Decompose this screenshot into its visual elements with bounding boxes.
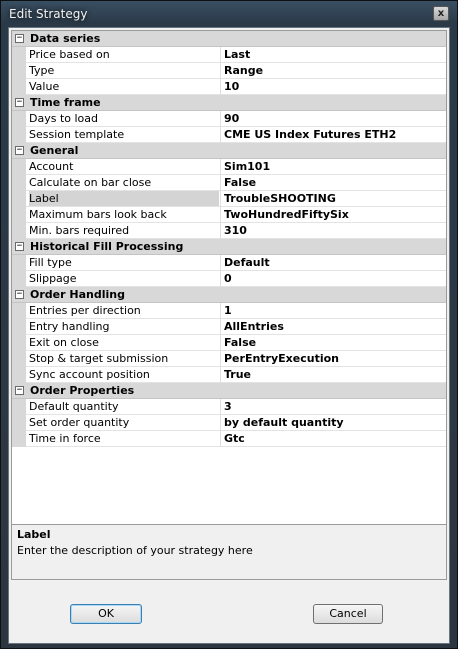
row-gutter: [12, 159, 26, 175]
property-name[interactable]: Sync account position: [29, 368, 150, 381]
property-row[interactable]: [12, 223, 446, 239]
property-value[interactable]: CME US Index Futures ETH2: [224, 128, 397, 141]
category-label: Data series: [30, 32, 101, 45]
collapse-toggle-icon[interactable]: −: [16, 33, 23, 43]
property-value[interactable]: 10: [224, 80, 240, 93]
category-label: Historical Fill Processing: [30, 240, 184, 253]
row-gutter: [12, 335, 26, 351]
column-divider[interactable]: [220, 127, 221, 143]
help-title: Label: [17, 528, 51, 541]
column-divider[interactable]: [220, 47, 221, 63]
property-row[interactable]: [12, 335, 446, 351]
column-divider[interactable]: [220, 255, 221, 271]
property-row[interactable]: [12, 431, 446, 447]
property-name[interactable]: Slippage: [29, 272, 77, 285]
row-gutter: [12, 319, 26, 335]
property-name[interactable]: Days to load: [29, 112, 98, 125]
category-label: General: [30, 144, 79, 157]
row-gutter: [12, 111, 26, 127]
column-divider[interactable]: [220, 111, 221, 127]
row-gutter: [12, 207, 26, 223]
property-value[interactable]: by default quantity: [224, 416, 344, 429]
ok-button[interactable]: OK: [70, 604, 142, 624]
property-value[interactable]: Last: [224, 48, 251, 61]
property-name[interactable]: Entries per direction: [29, 304, 141, 317]
property-row[interactable]: [12, 399, 446, 415]
column-divider[interactable]: [220, 175, 221, 191]
property-name[interactable]: Min. bars required: [29, 224, 130, 237]
property-name[interactable]: Label: [29, 191, 219, 206]
row-gutter: [12, 367, 26, 383]
column-divider[interactable]: [220, 431, 221, 447]
row-gutter: [12, 431, 26, 447]
property-value[interactable]: AllEntries: [224, 320, 284, 333]
property-row[interactable]: [12, 175, 446, 191]
property-value[interactable]: 1: [224, 304, 232, 317]
property-name[interactable]: Default quantity: [29, 400, 119, 413]
row-gutter: [12, 191, 26, 207]
property-name[interactable]: Type: [29, 64, 55, 77]
help-panel: [11, 524, 447, 580]
help-description: Enter the description of your strategy here: [17, 544, 253, 557]
close-button[interactable]: x: [433, 6, 449, 21]
row-gutter: [12, 79, 26, 95]
property-name[interactable]: Stop & target submission: [29, 352, 169, 365]
property-value[interactable]: False: [224, 176, 257, 189]
dialog-body: [8, 27, 450, 644]
property-row[interactable]: [12, 303, 446, 319]
property-row[interactable]: [12, 319, 446, 335]
property-value[interactable]: 310: [224, 224, 247, 237]
column-divider[interactable]: [220, 223, 221, 239]
collapse-toggle-icon[interactable]: −: [16, 145, 23, 155]
row-gutter: [12, 271, 26, 287]
row-gutter: [12, 415, 26, 431]
property-name[interactable]: Account: [29, 160, 74, 173]
property-row[interactable]: [12, 79, 446, 95]
column-divider[interactable]: [220, 207, 221, 223]
property-name[interactable]: Time in force: [29, 432, 101, 445]
cancel-button[interactable]: Cancel: [313, 604, 383, 624]
property-name[interactable]: Price based on: [29, 48, 110, 61]
row-gutter: [12, 303, 26, 319]
row-gutter: [12, 63, 26, 79]
row-gutter: [12, 351, 26, 367]
property-row[interactable]: [12, 111, 446, 127]
column-divider[interactable]: [220, 303, 221, 319]
property-name[interactable]: Value: [29, 80, 60, 93]
property-row[interactable]: [12, 63, 446, 79]
category-row[interactable]: [12, 31, 446, 47]
row-gutter: [12, 399, 26, 415]
category-label: Order Handling: [30, 288, 125, 301]
column-divider[interactable]: [220, 335, 221, 351]
column-divider[interactable]: [220, 415, 221, 431]
category-row[interactable]: [12, 239, 446, 255]
category-row[interactable]: [12, 95, 446, 111]
category-row[interactable]: [12, 383, 446, 399]
column-divider[interactable]: [220, 159, 221, 175]
column-divider[interactable]: [220, 271, 221, 287]
title-bar[interactable]: [1, 1, 457, 27]
property-value[interactable]: Gtc: [224, 432, 245, 445]
property-row[interactable]: [12, 47, 446, 63]
property-value[interactable]: PerEntryExecution: [224, 352, 339, 365]
property-name[interactable]: Maximum bars look back: [29, 208, 167, 221]
collapse-toggle-icon[interactable]: −: [16, 289, 23, 299]
column-divider[interactable]: [220, 63, 221, 79]
category-label: Order Properties: [30, 384, 135, 397]
row-gutter: [12, 175, 26, 191]
property-row[interactable]: [12, 271, 446, 287]
row-gutter: [12, 255, 26, 271]
property-name[interactable]: Fill type: [29, 256, 72, 269]
collapse-toggle-icon[interactable]: −: [16, 241, 23, 251]
category-row[interactable]: [12, 143, 446, 159]
property-value[interactable]: TroubleSHOOTING: [224, 192, 336, 205]
category-row[interactable]: [12, 287, 446, 303]
property-row[interactable]: [12, 191, 446, 207]
property-value[interactable]: Default: [224, 256, 270, 269]
property-name[interactable]: Entry handling: [29, 320, 110, 333]
window-title: Edit Strategy: [9, 7, 88, 21]
property-row[interactable]: [12, 367, 446, 383]
property-name[interactable]: Session template: [29, 128, 125, 141]
row-gutter: [12, 223, 26, 239]
property-row[interactable]: [12, 351, 446, 367]
column-divider[interactable]: [220, 319, 221, 335]
property-value[interactable]: False: [224, 336, 257, 349]
property-value[interactable]: TwoHundredFiftySix: [224, 208, 349, 221]
row-gutter: [12, 47, 26, 63]
column-divider[interactable]: [220, 191, 221, 207]
column-divider[interactable]: [220, 79, 221, 95]
category-label: Time frame: [30, 96, 101, 109]
column-divider[interactable]: [220, 399, 221, 415]
property-name[interactable]: Calculate on bar close: [29, 176, 152, 189]
column-divider[interactable]: [220, 351, 221, 367]
property-row[interactable]: [12, 159, 446, 175]
property-value[interactable]: 0: [224, 272, 232, 285]
property-row[interactable]: [12, 207, 446, 223]
property-grid: [11, 30, 447, 546]
collapse-toggle-icon[interactable]: −: [16, 385, 23, 395]
property-value[interactable]: Range: [224, 64, 264, 77]
property-value[interactable]: Sim101: [224, 160, 271, 173]
property-value[interactable]: True: [224, 368, 252, 381]
property-row[interactable]: [12, 255, 446, 271]
property-name[interactable]: Set order quantity: [29, 416, 130, 429]
row-gutter: [12, 127, 26, 143]
property-value[interactable]: 90: [224, 112, 240, 125]
collapse-toggle-icon[interactable]: −: [16, 97, 23, 107]
column-divider[interactable]: [220, 367, 221, 383]
property-value[interactable]: 3: [224, 400, 232, 413]
property-name[interactable]: Exit on close: [29, 336, 99, 349]
property-row[interactable]: [12, 415, 446, 431]
property-row[interactable]: [12, 127, 446, 143]
